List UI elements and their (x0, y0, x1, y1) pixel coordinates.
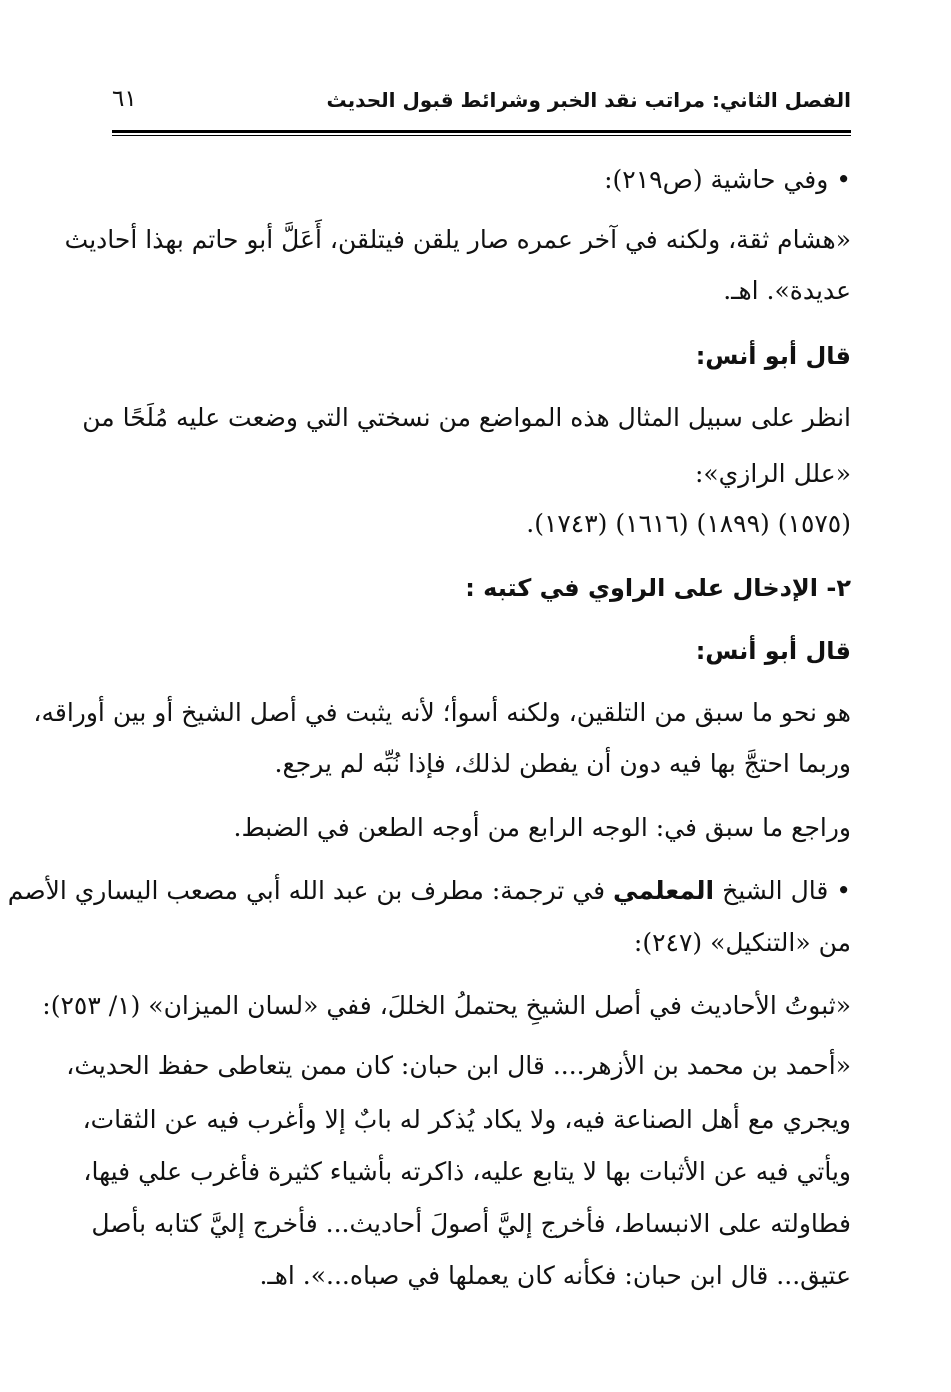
paragraph-line: وربما احتجَّ بها فيه دون أن يفطن لذلك، فإذا نُبِّه لم يرجع. (274, 749, 851, 778)
header-rule-thick (112, 130, 851, 133)
text-line: • وفي حاشية (ص٢١٩): (604, 165, 851, 194)
quote-line: عتيق... قال ابن حبان: فكأنه كان يعملها في صباه...». اهـ. (259, 1261, 851, 1290)
header-rule-thin (112, 135, 851, 136)
reference-numbers: (١٥٧٥) (١٨٩٩) (١٦١٦) (١٧٤٣). (526, 509, 851, 538)
page-number: ٦١ (112, 86, 137, 112)
quote-line: «أحمد بن محمد بن الأزهر.... قال ابن حبان: كان ممن يتعاطى حفظ الحديث، (66, 1051, 851, 1080)
paragraph-line: هو نحو ما سبق من التلقين، ولكنه أسوأ؛ لأنه يثبت في أصل الشيخ أو بين أوراقه، (33, 698, 851, 727)
quote-line: ويجري مع أهل الصناعة فيه، ولا يكاد يُذكر له بابٌ إلا وأغرب فيه عن الثقات، (82, 1105, 851, 1134)
section-heading: قال أبو أنس: (695, 637, 851, 665)
quote-line: «هشام ثقة، ولكنه في آخر عمره صار يلقن فيتلقن، أَعَلَّ أبو حاتم بهذا أحاديث (64, 225, 851, 254)
running-header-title: الفصل الثاني: مراتب نقد الخبر وشرائط قبول الحديث (326, 88, 851, 112)
section-heading: قال أبو أنس: (695, 342, 851, 370)
quote-line: ويأتي فيه عن الأثبات بها لا يتابع عليه، ذاكرته بأشياء كثيرة فأغرب علي فيها، (83, 1157, 851, 1186)
paragraph-line: «علل الرازي»: (694, 459, 851, 488)
paragraph-line: من «التنكيل» (٢٤٧): (633, 928, 851, 957)
paragraph-line: انظر على سبيل المثال هذه المواضع من نسختي التي وضعت عليه مُلَحًا من (82, 403, 851, 432)
scholar-name: المعلمي (613, 876, 715, 905)
numbered-heading: ٢- الإدخال على الراوي في كتبه : (465, 574, 851, 602)
text-segment: • قال الشيخ (714, 876, 851, 905)
paragraph-line (7, 873, 851, 909)
quote-line: «ثبوتُ الأحاديث في أصل الشيخِ يحتملُ الخللَ، ففي «لسان الميزان» (١/ ٢٥٣): (42, 991, 851, 1020)
quote-line: فطاولته على الانبساط، فأخرج إليَّ أصولَ أحاديث... فأخرج إليَّ كتابه بأصل (91, 1209, 851, 1238)
paragraph-line: وراجع ما سبق في: الوجه الرابع من أوجه الطعن في الضبط. (233, 813, 851, 842)
text-segment: في ترجمة: مطرف بن عبد الله أبي مصعب اليساري الأصم (7, 876, 614, 905)
quote-line: عديدة». اهـ. (723, 276, 851, 305)
